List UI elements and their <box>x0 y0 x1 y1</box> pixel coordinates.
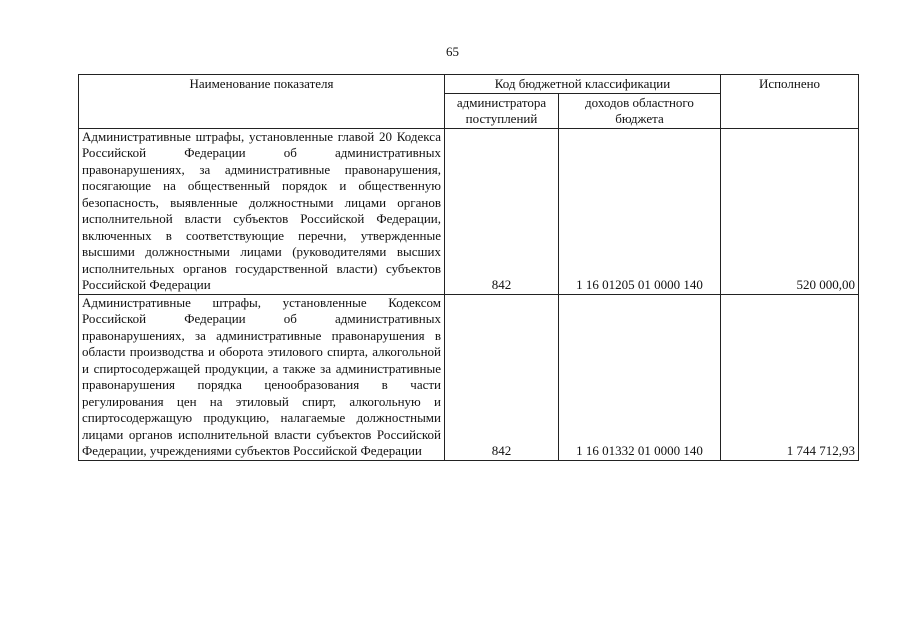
table-row <box>79 294 859 460</box>
row-income-code: 1 16 01205 01 0000 140 <box>559 128 721 294</box>
row-amount: 520 000,00 <box>721 128 859 294</box>
header-executed: Исполнено <box>721 75 859 129</box>
header-row-1 <box>79 75 859 94</box>
header-code-group: Код бюджетной классификации <box>445 75 721 94</box>
row-amount: 1 744 712,93 <box>721 294 859 460</box>
table-row <box>79 128 859 294</box>
header-admin: администратора поступлений <box>445 93 559 128</box>
row-income-code: 1 16 01332 01 0000 140 <box>559 294 721 460</box>
row-description: Административные штрафы, установленные главой 20 Кодекса Российской Федерации об административных правонарушениях, за административные правонарушения, посягающие на общественный порядок и общественную безопасность, выявленные должностными лицами органов исполнительной власти субъектов Российской Федерации, включенных в соответствующие перечни, утвержденные высшими должностными лицами (руководителями высших исполнительных органов государственной власти) субъектов Российской Федерации <box>79 128 445 294</box>
header-income: доходов областного бюджета <box>559 93 721 128</box>
row-admin-code: 842 <box>445 128 559 294</box>
budget-table <box>78 74 859 461</box>
header-name: Наименование показателя <box>79 75 445 129</box>
row-description: Административные штрафы, установленные Кодексом Российской Федерации об административных правонарушениях, за административные правонарушения в области производства и оборота этилового спирта, алкогольной и спиртосодержащей продукции, а также за административные правонарушения порядка ценообразования в части регулирования цен на этиловый спирт, алкогольную и спиртосодержащую продукцию, налагаемые должностными лицами органов исполнительной власти субъектов Российской Федерации, учреждениями субъектов Российской Федерации <box>79 294 445 460</box>
row-admin-code: 842 <box>445 294 559 460</box>
page-number: 65 <box>446 44 459 59</box>
